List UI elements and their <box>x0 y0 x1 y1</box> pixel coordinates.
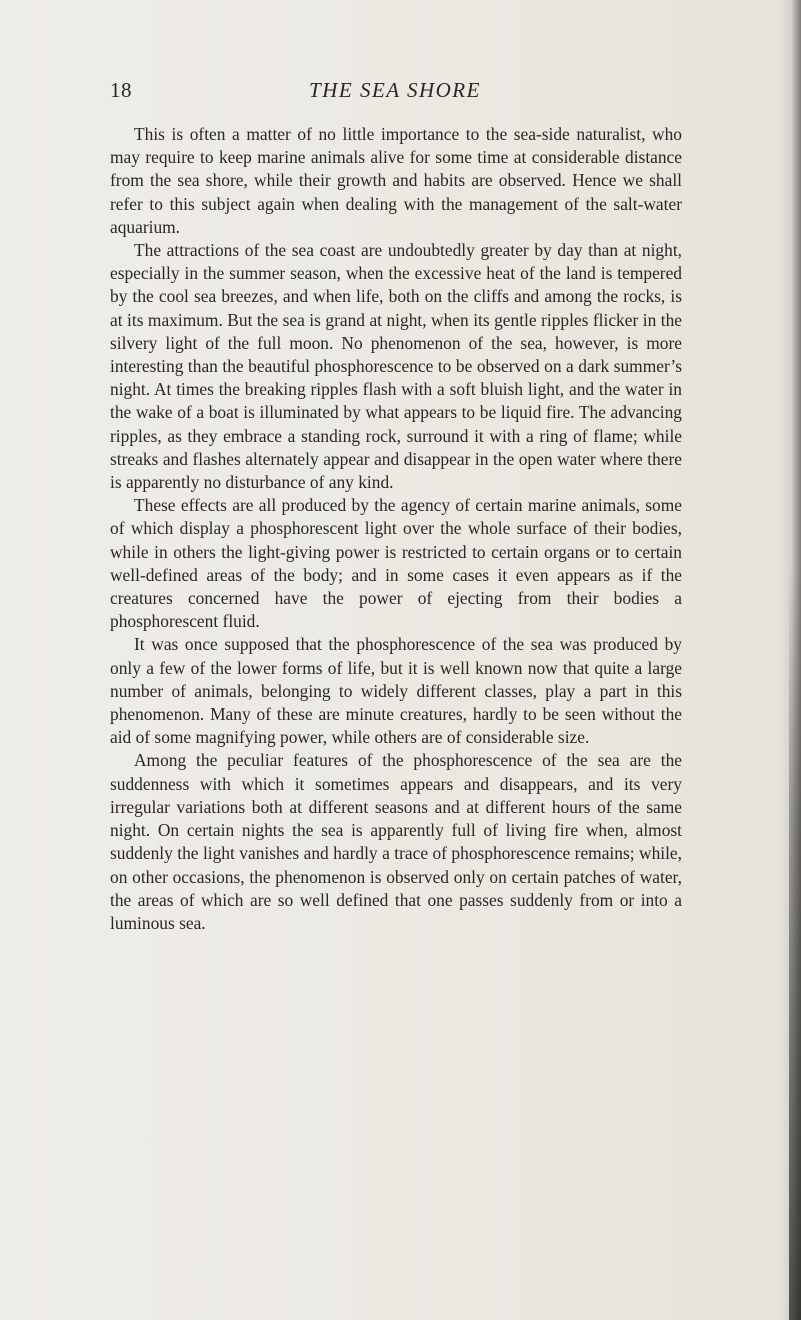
body-text <box>110 123 682 935</box>
paragraph: This is often a matter of no little importance to the sea-side naturalist, who may require to keep marine animals alive for some time at considerable distance from the sea shore, while their growth and habits are observed. Hence we shall refer to this subject again when dealing with the management of the salt-water aquarium. <box>110 124 682 237</box>
page-header <box>110 78 680 108</box>
running-title: THE SEA SHORE <box>309 78 481 102</box>
page-number: 18 <box>110 78 132 102</box>
paragraph: These effects are all produced by the agency of certain marine animals, some of which display a phosphorescent light over the whole surface of their bodies, while in others the light-giving power is restricted to certain organs or to certain well-defined areas of the body; and in some cases it even appears as if the creatures concerned have the power of ejecting from their bodies a phosphorescent fluid. <box>110 495 682 632</box>
paragraph: The attractions of the sea coast are undoubtedly greater by day than at night, especially in the summer season, when the excessive heat of the land is tempered by the cool sea breezes, and when life, both on the cliffs and among the rocks, is at its maximum. But the sea is grand at night, when its gentle ripples flicker in the silvery light of the full moon. No phenomenon of the sea, however, is more interesting than the beautiful phosphorescence to be observed on a dark summer’s night. At times the breaking ripples flash with a soft bluish light, and the water in the wake of a boat is illuminated by what appears to be liquid fire. The advancing ripples, as they embrace a standing rock, surround it with a ring of flame; while streaks and flashes alternately appear and disappear in the open water where there is apparently no disturbance of any kind. <box>110 240 682 493</box>
page-edge-shadow-dark <box>789 560 801 1320</box>
paragraph: Among the peculiar features of the phosphorescence of the sea are the suddenness with which it sometimes appears and disappears, and its very irregular variations both at different seasons and at different hours of the same night. On certain nights the sea is apparently full of living fire when, almost suddenly the light vanishes and hardly a trace of phosphorescence remains; while, on other occasions, the phenomenon is observed only on certain patches of water, the areas of which are so well defined that one passes suddenly from or into a luminous sea. <box>110 750 682 933</box>
paragraph: It was once supposed that the phosphorescence of the sea was produced by only a few of the lower forms of life, but it is well known now that quite a large number of animals, belonging to widely different classes, play a part in this phenomenon. Many of these are minute creatures, hardly to be seen without the aid of some magnifying power, while others are of considerable size. <box>110 634 682 748</box>
